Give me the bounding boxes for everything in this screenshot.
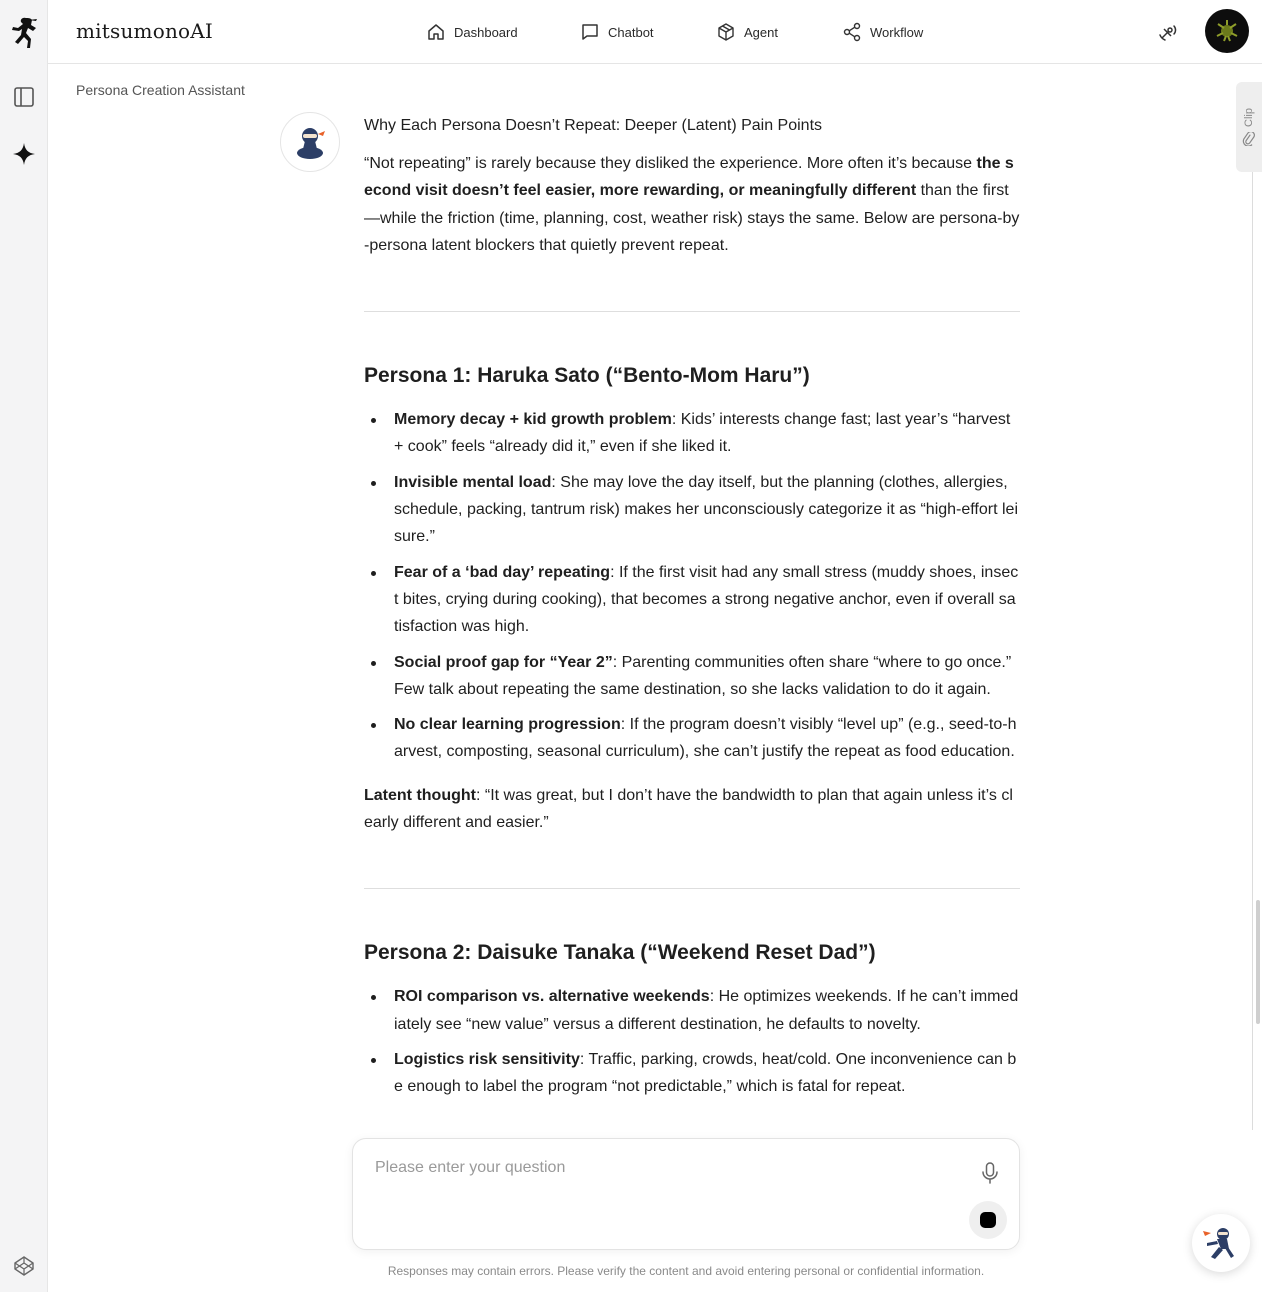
divider — [364, 888, 1020, 889]
nav-dashboard[interactable] — [426, 20, 518, 44]
bot-avatar — [280, 112, 340, 172]
latent-thought — [364, 782, 1020, 837]
bullet-text: : If the first visit had any small stress (muddy shoes, insect bites, crying during cooking), that becomes a strong negative anchor, even if overall satisfaction was high. — [394, 563, 1019, 636]
assistant-message — [364, 116, 1020, 1117]
bullet-bold: Invisible mental load — [394, 473, 552, 491]
list-item — [364, 559, 1020, 641]
breadcrumb: Persona Creation Assistant — [76, 82, 245, 98]
share-nodes-icon — [842, 22, 862, 42]
broadcast-icon[interactable] — [1156, 20, 1180, 44]
latent-label: Latent thought — [364, 786, 476, 804]
nav-workflow[interactable] — [842, 20, 923, 44]
stop-icon — [980, 1212, 996, 1228]
intro-text-end: than the first—while the friction (time, planning, cost, weather risk) stays the same. Below are persona-by-persona latent blockers that quietly prevent repeat. — [364, 182, 1020, 254]
nav-workflow-label: Workflow — [870, 24, 924, 40]
left-rail — [0, 0, 48, 1292]
question-composer — [352, 1138, 1020, 1250]
stop-button[interactable] — [969, 1201, 1007, 1239]
codepen-icon[interactable] — [10, 1252, 38, 1280]
microphone-icon[interactable] — [979, 1161, 1001, 1185]
bullet-text: : If the program doesn’t visibly “level up” (e.g., seed-to-harvest, composting, seasonal curriculum), she can’t justify the repeat as food education. — [394, 716, 1017, 761]
persona1-list — [364, 406, 1020, 766]
home-icon — [426, 22, 446, 42]
latent-text: : “It was great, but I don’t have the bandwidth to plan that again unless it’s clearly different and easier.” — [364, 786, 1013, 832]
brand-title: mitsumonoAI — [76, 19, 214, 43]
bullet-text: : Traffic, parking, crowds, heat/cold. One inconvenience can be enough to label the program “not predictable,” which is fatal for repeat. — [394, 1050, 1017, 1096]
ninja-mascot-icon — [1201, 1223, 1241, 1263]
nav-chatbot-label: Chatbot — [608, 24, 654, 40]
bullet-text: : He optimizes weekends. If he can’t immediately see “new value” versus a different destination, he defaults to novelty. — [394, 988, 1019, 1033]
bullet-bold: Social proof gap for “Year 2” — [394, 653, 613, 671]
bullet-bold: Logistics risk sensitivity — [394, 1050, 580, 1068]
bullet-bold: Fear of a ‘bad day’ repeating — [394, 563, 611, 581]
persona2-list — [364, 983, 1020, 1100]
nav-dashboard-label: Dashboard — [454, 24, 518, 40]
user-avatar[interactable] — [1205, 9, 1249, 53]
intro-bold-text: the second visit doesn’t feel easier, more rewarding, or meaningfully different — [364, 155, 1014, 200]
bullet-bold: No clear learning progression — [394, 716, 621, 734]
sidebar-toggle-icon[interactable] — [10, 83, 38, 111]
bullet-text: : Parenting communities often share “where to go once.” Few talk about repeating the same destination, so she lacks validation to do it again. — [394, 653, 1012, 698]
bullet-text: : Kids’ interests change fast; last year’s “harvest + cook” feels “already did it,” even if she liked it. — [394, 411, 1011, 456]
bullet-bold: ROI comparison vs. alternative weekends — [394, 988, 710, 1006]
list-item — [364, 711, 1020, 766]
list-item — [364, 1046, 1020, 1101]
message-title: Why Each Persona Doesn’t Repeat: Deeper (Latent) Pain Points — [364, 117, 823, 134]
intro-paragraph — [364, 150, 1020, 259]
list-item — [364, 649, 1020, 704]
scroll-track — [1252, 172, 1253, 1130]
question-input[interactable] — [375, 1159, 935, 1177]
ninja-logo-icon[interactable] — [10, 18, 38, 46]
bullet-bold: Memory decay + kid growth problem — [394, 411, 672, 429]
top-bar — [48, 0, 1262, 64]
nav-chatbot[interactable] — [580, 20, 654, 44]
nav-agent-label: Agent — [744, 24, 778, 40]
assistant-launcher-button[interactable] — [1192, 1214, 1250, 1272]
divider — [364, 311, 1020, 312]
list-item — [364, 983, 1020, 1038]
bullet-text: : She may love the day itself, but the planning (clothes, allergies, schedule, packing, tantrum risk) makes her unconsciously categorize it as “high-effort leisure.” — [394, 473, 1018, 546]
chat-icon — [580, 22, 600, 42]
scrollbar-thumb[interactable] — [1256, 900, 1260, 1024]
sparkle-icon[interactable] — [10, 140, 38, 168]
nav-agent[interactable] — [716, 20, 778, 44]
list-item — [364, 406, 1020, 461]
persona2-heading: Persona 2: Daisuke Tanaka (“Weekend Reset Dad”) — [364, 941, 876, 965]
clip-label: Clip — [1243, 107, 1255, 127]
list-item — [364, 469, 1020, 551]
chat-content — [48, 100, 1252, 1130]
disclaimer-text: Responses may contain errors. Please verify the content and avoid entering personal or confidential information. — [387, 1264, 985, 1278]
cube-icon — [716, 22, 736, 42]
intro-text: “Not repeating” is rarely because they disliked the experience. More often it’s because — [364, 155, 977, 172]
persona1-heading: Persona 1: Haruka Sato (“Bento-Mom Haru”) — [364, 364, 810, 388]
